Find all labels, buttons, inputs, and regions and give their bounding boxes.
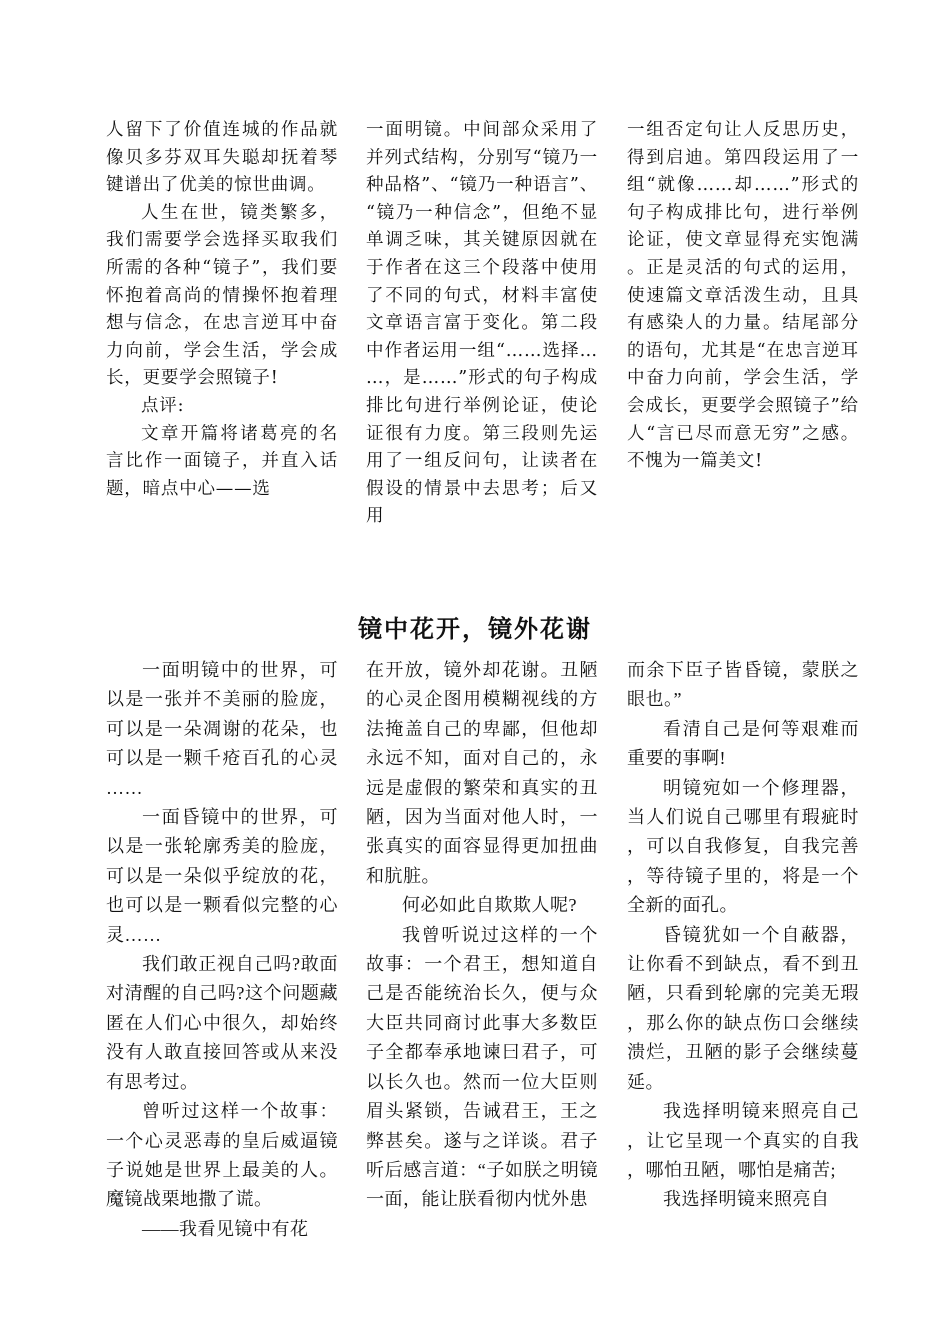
paragraph: 昏镜犹如一个自蔽器，让你看不到缺点，看不到丑陋，只看到轮廓的完美无瑕，那么你的缺点伤口会继续溃烂，丑陋的影子会继续蔓延。 — [627, 924, 859, 1092]
paragraph: 我选择明镜来照亮自 — [663, 1189, 830, 1210]
paragraph: 我曾听说过这样的一个故事：一个君王，想知道自己是否能统治长久，便与众大臣共同商讨此事大多数臣子全都奉承地谏曰君子，可以长久也。然而一位大臣则眉头紧锁，告诫君王，王之弊甚矣。遂与之详谈。君子听后感言道：“子如朕之明镜一面，能让朕看彻内忧外患 — [366, 924, 598, 1210]
bottom-column-2 — [366, 656, 598, 1215]
bottom-column-3 — [627, 656, 859, 1215]
article-title: 镜中花开，镜外花谢 — [358, 615, 592, 643]
paragraph: 文章开篇将诸葛亮的名言比作一面镜子，并直入话题，暗点中心——选 — [106, 423, 338, 499]
paragraph: 在开放，镜外却花谢。丑陋的心灵企图用模糊视线的方法掩盖自己的卑鄙，但他却永远不知，面对自己的，永远是虚假的繁荣和真实的丑陋，因为当面对他人时，一张真实的面容显得更加扭曲和肮脏。 — [366, 660, 598, 886]
bottom-column-1 — [106, 656, 338, 1244]
paragraph: 曾听过这样一个故事：一个心灵恶毒的皇后威逼镜子说她是世界上最美的人。魔镜战栗地撒了谎。 — [106, 1101, 338, 1210]
paragraph: 而余下臣子皆昏镜，蒙朕之眼也。” — [627, 660, 859, 710]
paragraph: 我们敢正视自己吗?敢面对清醒的自己吗?这个问题藏匿在人们心中很久，却始终没有人敢直接回答或从来没有思考过。 — [106, 954, 338, 1092]
paragraph: 何必如此自欺欺人呢? — [402, 895, 577, 916]
paragraph: 明镜宛如一个修理器，当人们说自己哪里有瑕疵时，可以自我修复，自我完善，等待镜子里的，将是一个全新的面孔。 — [627, 777, 859, 916]
top-column-3 — [627, 117, 859, 476]
paragraph: 一面明镜。中间部众采用了并列式结构，分别写“镜乃一种品格”、“镜乃一种语言”、“镜乃一种信念”，但绝不显单调乏味，其关键原因就在于作者在这三个段落中使用了不同的句式，材料丰富使文章语言富于变化。第二段中作者运用一组“……选择……，是……”形式的句子构成排比句进行举例论证，使论证很有力度。第三段则先运用了一组反问句，让读者在假设的情景中去思考；后又用 — [366, 120, 598, 527]
paragraph: ——我看见镜中有花 — [142, 1218, 309, 1239]
paragraph: 看清自己是何等艰难而重要的事啊! — [627, 718, 859, 769]
paragraph: 我选择明镜来照亮自己，让它呈现一个真实的自我，哪怕丑陋，哪怕是痛苦; — [627, 1101, 859, 1180]
paragraph: 人留下了价值连城的作品就像贝多芬双耳失聪却抚着琴键谱出了优美的惊世曲调。 — [106, 120, 338, 196]
paragraph: 人生在世，镜类繁多，我们需要学会选择买取我们所需的各种“镜子”，我们要怀抱着高尚的情操怀抱着理想与信念，在忠言逆耳中奋力向前，学会生活，学会成长，更要学会照镜子! — [106, 202, 338, 389]
paragraph: 点评: — [141, 395, 185, 416]
top-column-1 — [106, 117, 338, 503]
paragraph: 一面明镜中的世界，可以是一张并不美丽的脸庞，可以是一朵凋谢的花朵，也可以是一颗千疮百孔的心灵…… — [106, 660, 338, 798]
top-column-2 — [366, 117, 598, 531]
paragraph: 一面昏镜中的世界，可以是一张轮廓秀美的脸庞，可以是一朵似乎绽放的花，也可以是一颗看似完整的心灵…… — [106, 807, 338, 945]
paragraph: 一组否定句让人反思历史，得到启迪。第四段运用了一组“就像……却……”形式的句子构成排比句，进行举例论证，使文章显得充实饱满。正是灵活的句式的运用，使速篇文章活泼生动，且具有感染人的力量。结尾部分的语句，尤其是“在忠言逆耳中奋力向前，学会生活，学会成长，更要学会照镜子”给人“言已尽而意无穷”之感。不愧为一篇美文! — [627, 120, 859, 472]
